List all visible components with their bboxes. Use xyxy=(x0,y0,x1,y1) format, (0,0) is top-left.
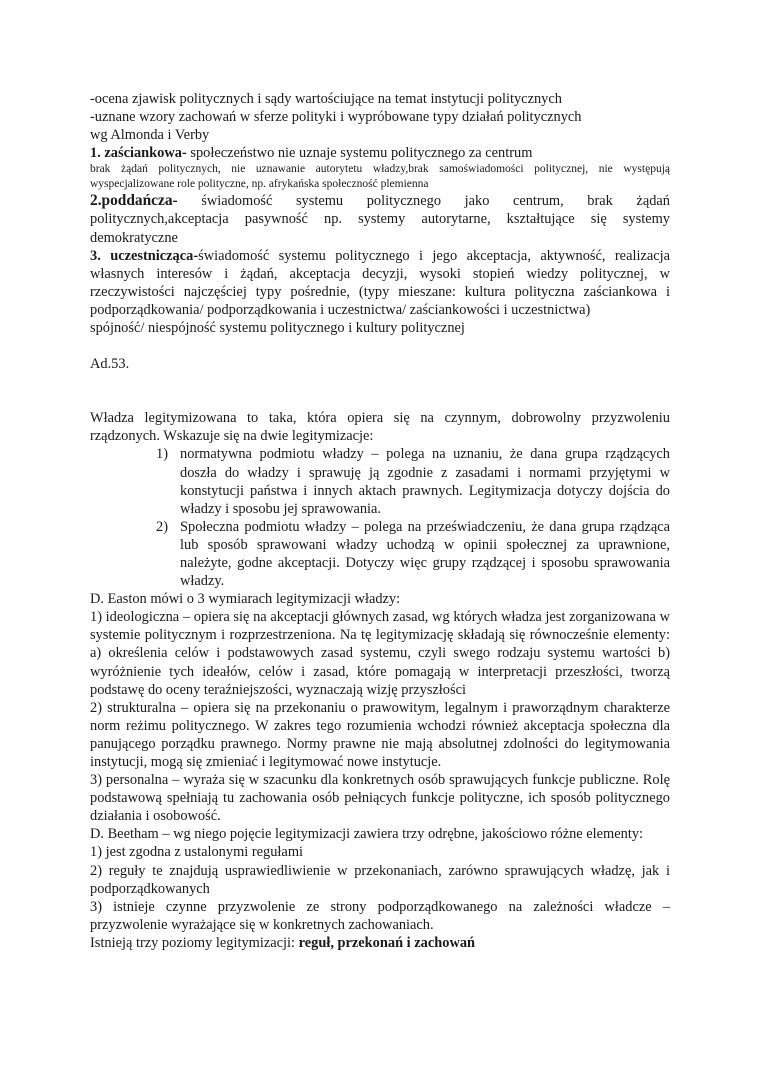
legitimacy-item-2 xyxy=(90,518,670,590)
beetham-item-1: 1) jest zgodna z ustalonymi regułami xyxy=(90,844,304,861)
intro-line-3: wg Almonda i Verby xyxy=(90,127,210,144)
type-parochial xyxy=(90,144,670,162)
levels-bold: reguł, przekonań i zachowań xyxy=(298,934,476,951)
easton-intro: D. Easton mówi o 3 wymiarach legitymizacji władzy: xyxy=(90,591,401,608)
legitimacy-item-2-number: 2) xyxy=(156,518,168,535)
beetham-intro: D. Beetham – wg niego pojęcie legitymizacji zawiera trzy odrębne, jakościowo różne elementy: xyxy=(90,826,644,843)
beetham-item-2: 2) reguły te znajdują usprawiedliwienie w przekonaniach, zarówno sprawujących władzę, jak i podporządkowanych xyxy=(90,862,670,897)
type-subject xyxy=(90,192,670,246)
type-participant-desc: świadomość systemu politycznego i jego akceptacja, aktywność, realizacja własnych interesów i żądań, akceptacja decyzji, wysoki stopień wiedzy politycznej, w rzeczywistości najczęściej typy pośrednie, (typy mieszane: kultura polityczna zaściankowa i podporządkowania/ podporządkowania i uczestnictwa/ zaściankowości i uczestnictwa) xyxy=(90,247,671,318)
section-label: Ad.53. xyxy=(90,356,130,373)
type-parochial-term: 1. zaściankowa- xyxy=(90,145,187,162)
type-participant xyxy=(90,247,670,319)
type-parochial-details: brak żądań politycznych, nie uznawanie autorytetu władzy,brak samoświadomości politycznej, nie występują wyspecjalizowane role polityczne, np. afrykańska społeczność plemienna xyxy=(90,163,670,191)
intro-line-1: -ocena zjawisk politycznych i sądy wartościujące na temat instytucji politycznych xyxy=(90,91,562,107)
easton-item-2: 2) strukturalna – opiera się na przekonaniu o prawowitym, legalnym i praworządnym charakterze norm reżimu politycznego. W zakres tego rozumienia wchodzi również akceptacja społeczna dla panującego porządku prawnego. Normy prawne nie mają absolutnej zdolności do legitymowania instytucji, mogą się zmieniać i legitymować nowe instytucje. xyxy=(90,699,670,770)
easton-item-3: 3) personalna – wyraża się w szacunku dla konkretnych osób sprawujących funkcje publiczne. Rolę podstawową spełniają tu zachowania osób pełniących funkcje polityczne, ich sposób politycznego działania i osobowość. xyxy=(90,772,670,825)
legitimacy-item-1 xyxy=(90,445,670,517)
levels-prefix: Istnieją trzy poziomy legitymizacji: xyxy=(90,934,299,951)
easton-item-1: 1) ideologiczna – opiera się na akceptacji głównych zasad, wg których władza jest zorganizowana w systemie politycznym i rozprzestrzeniona. Na tę legitymizację składają się równocześnie elementy: a) określenia celów i podstawowych zasad systemu, czyli swego rodzaju systemu wartości b) wyróżnienie tych ideałów, celów i zasad, które pomagają w interpretacji przeszłości, tworzą podstawę do oceny teraźniejszości, wyznaczają wizję przyszłości xyxy=(90,609,670,698)
levels-line xyxy=(90,934,670,952)
document-body xyxy=(90,90,670,952)
type-subject-term: 2.poddańcza- xyxy=(90,192,178,210)
legitimacy-intro: Władza legitymizowana to taka, która opiera się na czynnym, dobrowolny przyzwoleniu rządzonych. Wskazuje się na dwie legitymizacje: xyxy=(90,410,670,445)
beetham-item-3: 3) istnieje czynne przyzwolenie ze strony podporządkowanego na zależności władcze – przyzwolenie wyrażające się w konkretnych zachowaniach. xyxy=(90,898,670,933)
legitimacy-item-2-text: Społeczna podmiotu władzy – polega na przeświadczeniu, że dana grupa rządząca lub sposób sprawowani władzy uchodzą w opinii społecznej za uprawnione, należyte, godne akceptacji. Dotyczy więc grupy rządzącej i sposobu sprawowania władzy. xyxy=(180,518,670,590)
intro-line-2: -uznane wzory zachowań w sferze polityki i wypróbowane typy działań politycznych xyxy=(90,109,582,126)
type-participant-term: 3. uczestnicząca- xyxy=(90,247,199,264)
legitimacy-item-1-number: 1) xyxy=(156,446,168,463)
type-subject-desc: świadomość systemu politycznego jako centrum, brak żądań politycznych,akceptacja pasywność np. systemy autorytarne, kształtujące się systemy demokratyczne xyxy=(90,193,670,246)
type-parochial-desc: społeczeństwo nie uznaje systemu politycznego za centrum xyxy=(186,145,533,162)
coherence-line: spójność/ niespójność systemu politycznego i kultury politycznej xyxy=(90,320,465,337)
legitimacy-item-1-text: normatywna podmiotu władzy – polega na uznaniu, że dana grupa rządzących doszła do władzy i sprawuję ją zgodnie z zasadami i normami przyjętymi w konstytucji państwa i innych aktach prawnych. Legitymizacja dotyczy dojścia do władzy i sposobu jej sprawowania. xyxy=(180,446,670,517)
